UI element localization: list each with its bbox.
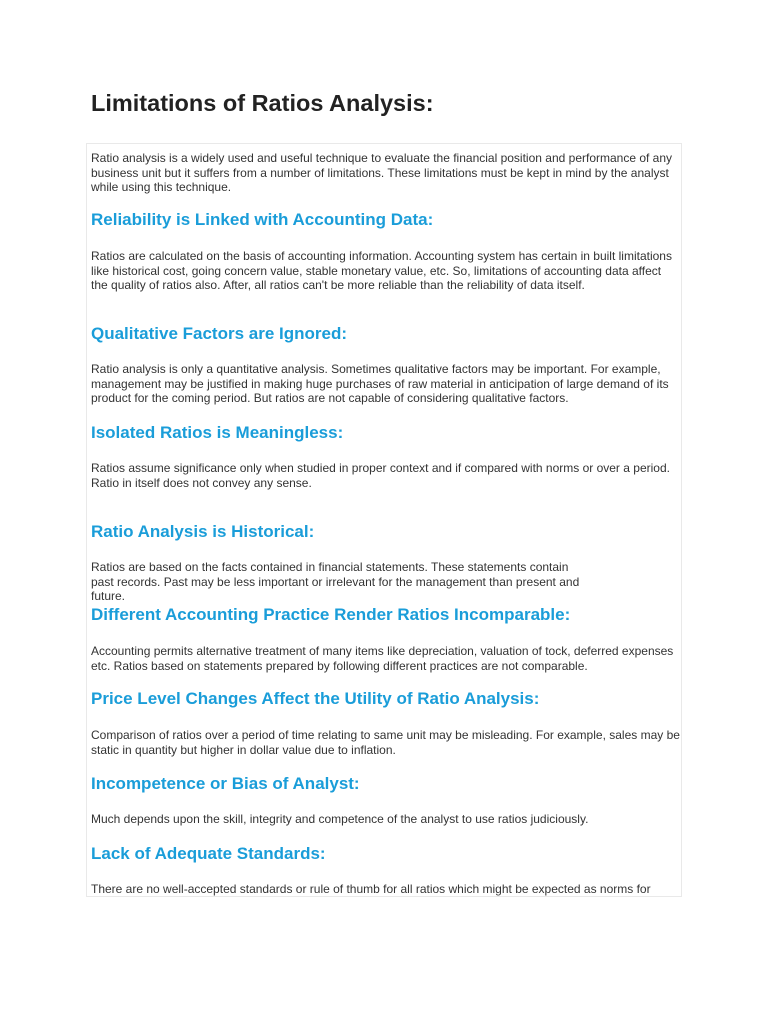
- section-body-qualitative: Ratio analysis is only a quantitative analysis. Sometimes qualitative factors may be important. For example, management may be justified in making huge purchases of raw material in anticipation of large demand of its product for the coming period. But ratios are not capable of considering qualitative factors.: [91, 362, 669, 406]
- section-body-reliability: Ratios are calculated on the basis of accounting information. Accounting system has certain in built limitations like historical cost, going concern value, stable monetary value, etc. So, limitations of accounting data affect the quality of ratios also. After, all ratios can't be more reliable than the reliability of data itself.: [91, 249, 672, 293]
- page-title: Limitations of Ratios Analysis:: [91, 90, 434, 116]
- intro-paragraph: Ratio analysis is a widely used and useful technique to evaluate the financial position and performance of any business unit but it suffers from a number of limitations. These limitations must be kept in mind by the analyst while using this technique.: [91, 151, 673, 195]
- section-body-standards: There are no well-accepted standards or rule of thumb for all ratios which might be expected as norms for: [91, 882, 651, 896]
- section-body-incompetence: Much depends upon the skill, integrity and competence of the analyst to use ratios judiciously.: [91, 812, 589, 826]
- section-heading-historical: Ratio Analysis is Historical:: [91, 522, 315, 541]
- section-heading-isolated: Isolated Ratios is Meaningless:: [91, 423, 344, 442]
- section-body-accounting-practice: Accounting permits alternative treatment of many items like depreciation, valuation of tock, deferred expenses etc. Ratios based on statements prepared by following different practices are not comparable.: [91, 644, 674, 673]
- section-body-isolated: Ratios assume significance only when studied in proper context and if compared with norms or over a period. Ratio in itself does not convey any sense.: [91, 461, 670, 490]
- section-heading-reliability: Reliability is Linked with Accounting Data:: [91, 210, 434, 229]
- section-heading-price-level: Price Level Changes Affect the Utility of Ratio Analysis:: [91, 689, 540, 708]
- section-body-historical: Ratios are based on the facts contained in financial statements. These statements contain past records. Past may be less important or irrelevant for the management than present and future.: [91, 560, 580, 604]
- content-box: [86, 143, 682, 897]
- section-heading-incompetence: Incompetence or Bias of Analyst:: [91, 774, 360, 793]
- section-body-price-level: Comparison of ratios over a period of time relating to same unit may be misleading. For example, sales may be static in quantity but higher in dollar value due to inflation.: [91, 728, 680, 757]
- section-heading-qualitative: Qualitative Factors are Ignored:: [91, 324, 348, 343]
- section-heading-standards: Lack of Adequate Standards:: [91, 844, 326, 863]
- section-heading-accounting-practice: Different Accounting Practice Render Ratios Incomparable:: [91, 605, 571, 624]
